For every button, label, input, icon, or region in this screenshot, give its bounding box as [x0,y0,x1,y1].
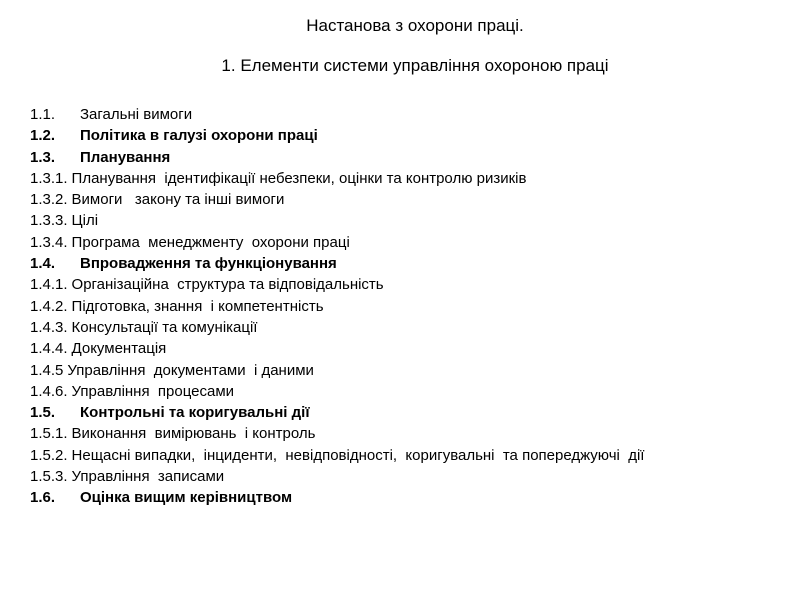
item-text: Впровадження та функціонування [80,255,337,273]
item-text: Управління процесами [71,382,235,400]
list-item [30,274,644,295]
item-number: 1.3.1. [30,169,68,187]
list-item [30,189,644,210]
list-item [30,338,644,359]
item-text: Політика в галузі охорони праці [80,127,318,145]
item-text: Планування [80,148,171,166]
item-number: 1.4. [30,255,56,273]
item-number: 1.1. [30,106,56,123]
item-text: Управління записами [71,468,225,486]
list-item [30,423,644,444]
item-text: Нещасні випадки, інциденти, невідповідності, коригувальні та попереджуючі дії [71,446,645,464]
item-text: Виконання вимірювань і контроль [71,425,316,443]
item-text: Підготовка, знання і компетентність [71,297,324,315]
list-item [30,104,644,125]
item-number: 1.4.6. [30,382,68,400]
item-number: 1.2. [30,127,56,145]
item-number: 1.4.2. [30,297,68,315]
item-text: Цілі [71,212,99,230]
item-number: 1.3.4. [30,233,68,251]
list-item [30,210,644,231]
item-number: 1.5.2. [30,446,68,464]
item-text: Планування ідентифікації небезпеки, оцінки та контролю ризиків [71,169,527,187]
item-number: 1.3.3. [30,212,68,230]
item-text: Управління документами і даними [67,361,314,379]
item-text: Консультації та комунікації [71,318,258,336]
list-item [30,125,644,146]
list-item [30,317,644,338]
item-number: 1.4.5 [30,361,64,379]
page-title: Настанова з охорони праці. [306,16,524,35]
list-item [30,381,644,402]
list-item [30,253,644,274]
item-text: Вимоги закону та інші вимоги [71,191,285,209]
list-item [30,232,644,253]
item-number: 1.3. [30,148,56,166]
item-number: 1.4.3. [30,318,68,336]
item-text: Організаційна структура та відповідальність [71,276,384,294]
list-item [30,360,644,381]
list-item [30,466,644,487]
item-text: Програма менеджменту охорони праці [71,233,350,251]
section-heading: 1. Елементи системи управління охороною праці [221,56,609,75]
item-number: 1.5.1. [30,425,68,443]
item-number: 1.4.4. [30,340,68,358]
list-item [30,402,644,423]
list-item [30,168,644,189]
item-number: 1.6. [30,489,56,507]
list-item [30,296,644,317]
item-number: 1.5.3. [30,468,68,486]
list-item [30,147,644,168]
item-text: Контрольні та коригувальні дії [80,404,310,422]
list-item [30,487,644,508]
item-text: Документація [71,340,167,358]
section-list [30,104,644,509]
item-text: Загальні вимоги [80,106,193,123]
item-text: Оцінка вищим керівництвом [80,489,293,507]
item-number: 1.4.1. [30,276,68,294]
item-number: 1.5. [30,404,56,422]
item-number: 1.3.2. [30,191,68,209]
list-item [30,445,644,466]
